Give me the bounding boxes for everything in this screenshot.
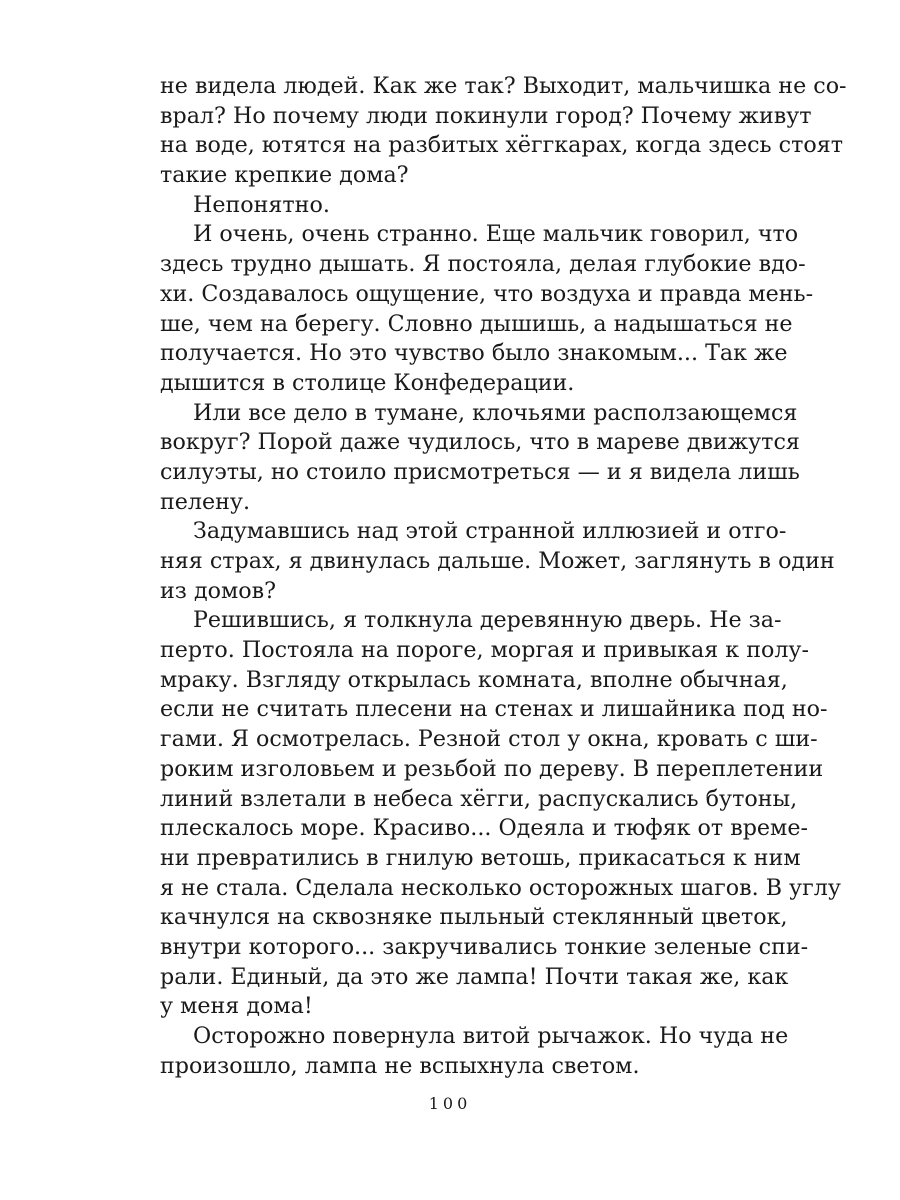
text-line: Задумавшись над этой странной иллюзией и отго- <box>193 518 787 545</box>
body-text <box>160 72 847 1081</box>
text-line: вокруг? Порой даже чудилось, что в мареве движутся <box>160 429 800 456</box>
text-line: Непонятно. <box>193 191 330 218</box>
text-line: ни превратились в гнилую ветошь, прикасаться к ним <box>160 844 801 871</box>
text-line: такие крепкие дома? <box>160 162 409 189</box>
text-line: Решившись, я толкнула деревянную дверь. Не за- <box>193 607 782 634</box>
text-line: перто. Постояла на пороге, моргая и привыкая к полу- <box>160 637 809 664</box>
page-number: 100 <box>428 1094 472 1113</box>
text-line: рали. Единый, да это же лампа! Почти такая же, как <box>160 963 789 990</box>
text-line: ше, чем на берегу. Словно дышишь, а надышаться не <box>160 310 793 337</box>
text-line: из домов? <box>160 577 276 604</box>
text-line: на воде, ютятся на разбитых хёггкарах, когда здесь стоят <box>160 132 844 159</box>
text-line: если не считать плесени на стенах и лишайника под но- <box>160 696 828 723</box>
text-line: линий взлетали в небеса хёгги, распускались бутоны, <box>160 785 798 812</box>
text-line: И очень, очень странно. Еще мальчик говорил, что <box>193 221 799 248</box>
text-line: произошло, лампа не вспыхнула светом. <box>160 1052 640 1079</box>
text-line: Осторожно повернула витой рычажок. Но чуда не <box>193 1023 789 1049</box>
text-line: здесь трудно дышать. Я постояла, делая глубокие вдо- <box>160 251 806 278</box>
text-line: Или все дело в тумане, клочьями расползающемся <box>193 399 798 426</box>
text-line: не видела людей. Как же так? Выходит, мальчишка не со- <box>160 73 847 99</box>
text-line: врал? Но почему люди покинули город? Почему живут <box>160 102 812 129</box>
text-line: няя страх, я двинулась дальше. Может, заглянуть в один <box>160 548 835 574</box>
text-line: я не стала. Сделала несколько осторожных шагов. В углу <box>160 874 841 901</box>
text-line: хи. Создавалось ощущение, что воздуха и правда мень- <box>160 280 814 307</box>
text-line: получается. Но это чувство было знакомым... Так же <box>160 340 788 367</box>
text-line: у меня дома! <box>160 993 313 1020</box>
text-line: качнулся на сквозняке пыльный стеклянный цветок, <box>160 904 788 931</box>
text-line: плескалось море. Красиво... Одеяла и тюфяк от време- <box>160 815 808 842</box>
text-line: пелену. <box>160 488 251 515</box>
text-line: дышится в столице Конфедерации. <box>160 369 575 396</box>
text-line: силуэты, но стоило присмотреться — и я видела лишь <box>160 458 800 485</box>
text-line: мраку. Взгляду открылась комната, вполне обычная, <box>160 666 788 693</box>
text-line: гами. Я осмотрелась. Резной стол у окна, кровать с ши- <box>160 726 818 753</box>
text-line: роким изголовьем и резьбой по дереву. В переплетении <box>160 755 824 782</box>
text-line: внутри которого... закручивались тонкие зеленые спи- <box>160 933 809 960</box>
